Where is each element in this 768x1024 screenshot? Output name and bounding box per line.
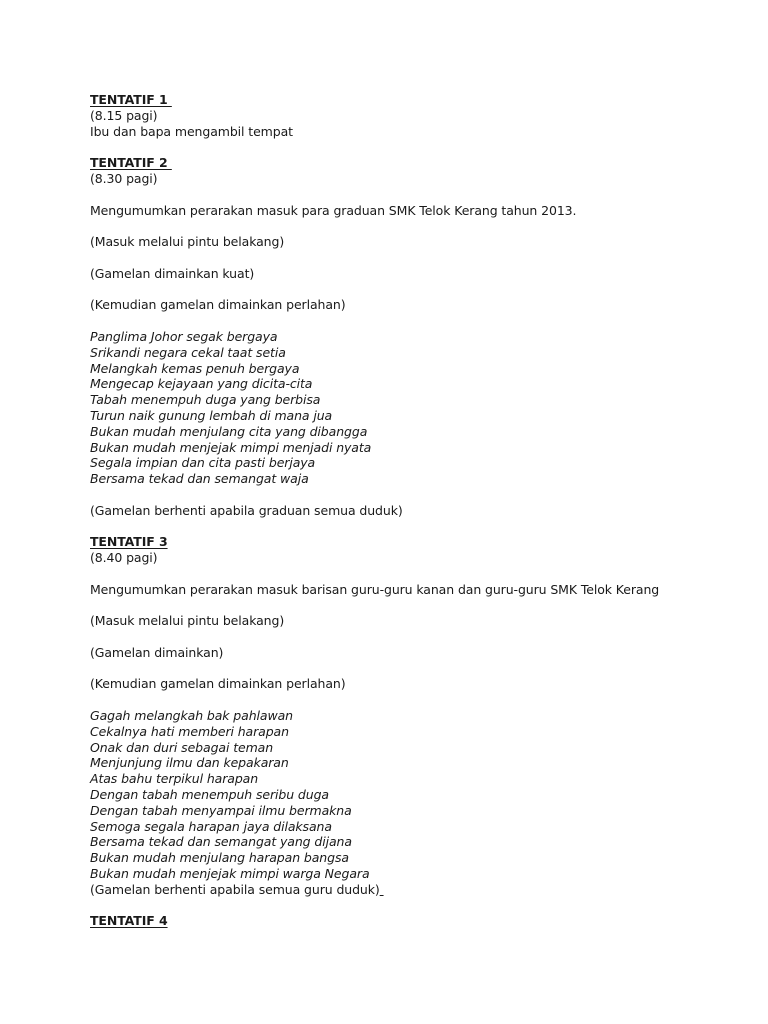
section-3-note: (Kemudian gamelan dimainkan perlahan) (90, 676, 346, 692)
section-2-poem-line: Tabah menempuh duga yang berbisa (90, 392, 321, 408)
section-3-poem-line: Bukan mudah menjejak mimpi warga Negara (90, 866, 370, 882)
section-1-heading: TENTATIF 1 (90, 92, 172, 107)
section-3-note: (Gamelan dimainkan) (90, 644, 224, 660)
section-2-poem-line: Melangkah kemas penuh bergaya (90, 360, 300, 376)
document-page (90, 92, 730, 929)
section-3-heading: TENTATIF 3 (90, 534, 168, 550)
section-2-heading: TENTATIF 2 (90, 155, 172, 171)
section-3-closing-text: (Gamelan berhenti apabila semua guru duduk) (90, 881, 380, 897)
section-3-poem-line: Bukan mudah menjulang harapan bangsa (90, 850, 349, 866)
section-3-announcement: Mengumumkan perarakan masuk barisan guru-guru kanan dan guru-guru SMK Telok Kerang (90, 581, 660, 597)
section-2-announcement: Mengumumkan perarakan masuk para graduan SMK Telok Kerang tahun 2013. (90, 202, 577, 218)
section-2-poem-line: Panglima Johor segak bergaya (90, 328, 278, 344)
section-2-poem-line: Srikandi negara cekal taat setia (90, 344, 286, 360)
section-3-time: (8.40 pagi) (90, 550, 158, 566)
section-3-poem-line: Onak dan duri sebagai teman (90, 739, 274, 755)
section-3-poem-line: Dengan tabah menempuh seribu duga (90, 787, 329, 803)
section-3-poem-line: Atas bahu terpikul harapan (90, 771, 259, 787)
section-3-closing (90, 882, 730, 898)
section-2-closing: (Gamelan berhenti apabila graduan semua duduk) (90, 502, 403, 518)
section-3-poem-line: Cekalnya hati memberi harapan (90, 723, 289, 739)
section-2-poem-line: Turun naik gunung lembah di mana jua (90, 407, 333, 423)
section-2-time: (8.30 pagi) (90, 170, 158, 186)
section-2-note: (Masuk melalui pintu belakang) (90, 234, 285, 250)
section-2-poem-line: Bersama tekad dan semangat waja (90, 471, 309, 487)
section-3-poem-line: Menjunjung ilmu dan kepakaran (90, 755, 289, 771)
section-3-note: (Masuk melalui pintu belakang) (90, 613, 285, 629)
section-2-poem-line: Mengecap kejayaan yang dicita-cita (90, 376, 313, 392)
section-1-line: Ibu dan bapa mengambil tempat (90, 123, 293, 139)
section-2-poem-line: Bukan mudah menjejak mimpi menjadi nyata (90, 439, 372, 455)
section-2-note: (Gamelan dimainkan kuat) (90, 265, 255, 281)
section-3-poem-line: Bersama tekad dan semangat yang dijana (90, 834, 352, 850)
section-4-heading: TENTATIF 4 (90, 913, 168, 929)
section-2-note: (Kemudian gamelan dimainkan perlahan) (90, 297, 346, 313)
section-3-poem-line: Semoga segala harapan jaya dilaksana (90, 818, 332, 834)
section-2-poem-line: Bukan mudah menjulang cita yang dibangga (90, 423, 368, 439)
section-3-poem-line: Dengan tabah menyampai ilmu bermakna (90, 802, 352, 818)
section-1-time: (8.15 pagi) (90, 107, 158, 123)
section-2-poem-line: Segala impian dan cita pasti berjaya (90, 455, 316, 471)
section-3-poem-line: Gagah melangkah bak pahlawan (90, 708, 293, 724)
section-3-closing-trail (380, 882, 384, 897)
